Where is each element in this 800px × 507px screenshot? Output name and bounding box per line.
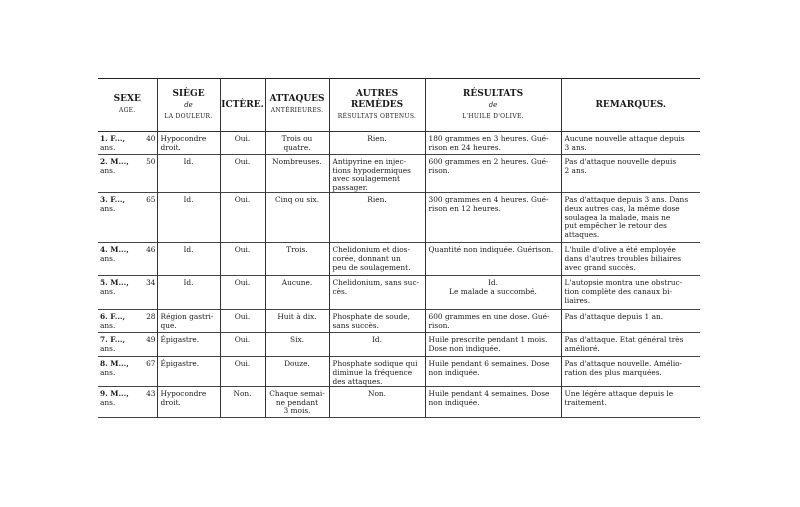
cell-resultats-line: rison en 24 heures. xyxy=(428,142,501,152)
cell-resultats-line: Quantité non indiquée. Guérison. xyxy=(428,245,554,255)
age-unit: ans. xyxy=(100,142,116,152)
cell-resultats-line: non indiquée. xyxy=(428,397,480,407)
cell-autres xyxy=(329,155,425,193)
cell-siege xyxy=(157,155,220,193)
cell-ictere xyxy=(220,333,265,357)
header-attaques xyxy=(265,79,329,132)
cell-resultats-line: rison. xyxy=(428,320,450,330)
cell-autres xyxy=(329,310,425,333)
cell-sexe xyxy=(98,132,157,155)
age-unit: ans. xyxy=(100,253,116,263)
cell-attaques xyxy=(265,193,329,243)
age-unit: ans. xyxy=(100,367,116,377)
header-siege-label: SIÈGE xyxy=(172,88,205,99)
cell-autres-line: tions hypodermiques xyxy=(332,165,411,175)
cell-autres-line: Rien. xyxy=(367,195,387,205)
cell-ictere xyxy=(220,387,265,418)
ictere-value: Oui. xyxy=(234,278,251,288)
cell-siege-line: Hypocondre xyxy=(160,134,207,143)
cell-remarques-line: soulagea la malade, mais ne xyxy=(564,212,671,222)
cell-attaques xyxy=(265,310,329,333)
header-attaques-label: ATTAQUES xyxy=(269,94,325,104)
cell-resultats-line: 180 grammes en 3 heures. Gué- xyxy=(428,134,549,143)
cell-remarques xyxy=(561,333,700,357)
cell-remarques xyxy=(561,155,700,193)
cell-resultats-line: Le malade a succombé. xyxy=(449,286,537,296)
ictere-value: Oui. xyxy=(234,245,251,255)
cell-remarques-line: Pas d'attaque depuis 3 ans. Dans xyxy=(564,195,689,205)
cell-attaques-line: Six. xyxy=(290,335,304,345)
ictere-value: Non. xyxy=(233,389,252,399)
table-row xyxy=(98,132,700,155)
cell-siege-line: Id. xyxy=(183,245,194,255)
cell-remarques-line: Une légère attaque depuis le xyxy=(564,389,674,399)
cell-remarques-line: 2 ans. xyxy=(564,165,587,175)
cell-siege-line: Hypocondre xyxy=(160,389,207,399)
cell-ictere xyxy=(220,193,265,243)
cell-attaques-line: Cinq ou six. xyxy=(274,195,320,205)
cell-siege-line: Région gastri- xyxy=(160,312,214,322)
cell-remarques-line: L'autopsie montra une obstruc- xyxy=(564,278,683,288)
cell-sexe xyxy=(98,193,157,243)
header-siege xyxy=(157,79,220,132)
patient-age: 43 xyxy=(146,389,156,399)
cell-siege xyxy=(157,333,220,357)
cell-resultats xyxy=(425,310,561,333)
header-remarques-label: REMARQUES. xyxy=(595,99,667,110)
header-de-label: de xyxy=(184,100,193,109)
patient-number: 4. M..., xyxy=(100,245,129,255)
patient-number: 3. F..., xyxy=(100,195,126,205)
cell-resultats xyxy=(425,357,561,387)
patient-age: 67 xyxy=(146,359,156,369)
patient-number: 5. M..., xyxy=(100,278,129,288)
patient-age: 28 xyxy=(146,312,156,322)
cell-siege-line: droit. xyxy=(160,397,181,407)
cell-autres-line: Chelidonium, sans suc- xyxy=(332,278,420,288)
cell-siege-line: Épigastre. xyxy=(160,335,200,345)
age-unit: ans. xyxy=(100,203,116,213)
cell-attaques xyxy=(265,155,329,193)
table-row xyxy=(98,193,700,243)
cell-remarques-line: attaques. xyxy=(564,229,600,239)
cell-attaques-line: Trois. xyxy=(286,245,308,255)
cell-remarques-line: traitement. xyxy=(564,397,607,407)
cell-resultats-line: rison. xyxy=(428,165,450,175)
cell-siege xyxy=(157,357,220,387)
cell-remarques xyxy=(561,132,700,155)
cell-ictere xyxy=(220,132,265,155)
header-sexe-label: SEXE xyxy=(113,94,141,104)
cell-attaques-line: Nombreuses. xyxy=(272,157,322,166)
cell-remarques-line: Pas d'attaque nouvelle depuis xyxy=(564,157,677,166)
table-row xyxy=(98,387,700,418)
cell-remarques-line: Pas d'attaque depuis 1 an. xyxy=(564,312,664,322)
cell-autres-line: cès. xyxy=(332,286,348,296)
header-remarques xyxy=(561,79,700,132)
cell-attaques-line: Chaque semai- xyxy=(269,389,325,399)
cell-siege-line: que. xyxy=(160,320,177,330)
cell-attaques xyxy=(265,333,329,357)
cell-resultats-line: 600 grammes en 2 heures. Gué- xyxy=(428,157,549,166)
cell-sexe xyxy=(98,243,157,276)
cell-autres-line: Id. xyxy=(372,335,382,345)
cell-siege xyxy=(157,243,220,276)
cell-autres-line: Non. xyxy=(367,389,387,399)
cell-attaques-line: Huit à dix. xyxy=(277,312,317,322)
cell-autres-line: Phosphate de soude, xyxy=(332,312,410,322)
cell-resultats xyxy=(425,193,561,243)
cell-resultats xyxy=(425,276,561,310)
cell-remarques xyxy=(561,387,700,418)
age-unit: ans. xyxy=(100,286,116,296)
table-row xyxy=(98,333,700,357)
header-douleur-label: LA DOULEUR. xyxy=(164,112,213,120)
cell-autres-line: Chelidonium et dios- xyxy=(332,245,410,255)
cell-autres-line: Antipyrine en injec- xyxy=(332,157,407,166)
cell-autres-line: avec soulagement xyxy=(332,174,400,184)
cell-ictere xyxy=(220,155,265,193)
table-row xyxy=(98,310,700,333)
patient-age: 49 xyxy=(146,335,156,345)
table-row xyxy=(98,243,700,276)
cell-ictere xyxy=(220,276,265,310)
cell-remarques-line: 3 ans. xyxy=(564,142,587,152)
patient-age: 46 xyxy=(146,245,156,255)
cell-attaques xyxy=(265,357,329,387)
cell-siege-line: Id. xyxy=(183,278,194,288)
cell-attaques-line: Douze. xyxy=(284,359,310,369)
cell-remarques-line: dans d'autres troubles biliaires xyxy=(564,253,682,263)
cell-sexe xyxy=(98,357,157,387)
header-resultats-label: RÉSULTATS xyxy=(462,88,524,99)
cell-remarques-line: tion complète des canaux bi- xyxy=(564,286,672,296)
cell-remarques xyxy=(561,357,700,387)
patient-age: 50 xyxy=(146,157,156,166)
patient-number: 2. M..., xyxy=(100,157,129,166)
cell-resultats-line: Huile prescrite pendant 1 mois. xyxy=(428,335,548,345)
cell-resultats-line: 300 grammes en 4 heures. Gué- xyxy=(428,195,549,205)
age-unit: ans. xyxy=(100,397,116,407)
cell-remarques-line: avec grand succès. xyxy=(564,262,636,272)
cell-attaques xyxy=(265,243,329,276)
header-de2-label: de xyxy=(488,100,498,109)
cell-remarques xyxy=(561,276,700,310)
cell-remarques-line: Pas d'attaque nouvelle. Amélio- xyxy=(564,359,683,369)
ictere-value: Oui. xyxy=(234,157,251,166)
cell-resultats-line: rison en 12 heures. xyxy=(428,203,501,213)
cell-attaques-line: 3 mois. xyxy=(283,406,311,416)
cell-autres xyxy=(329,132,425,155)
cell-attaques xyxy=(265,132,329,155)
table-body xyxy=(98,132,700,418)
cell-ictere xyxy=(220,310,265,333)
cell-remarques-line: ration des plus marquées. xyxy=(564,367,662,377)
cell-siege-line: droit. xyxy=(160,142,181,152)
header-ictere xyxy=(220,79,265,132)
cell-autres-line: peu de soulagement. xyxy=(332,262,411,272)
cell-remarques-line: L'huile d'olive a été employée xyxy=(564,245,676,255)
header-sexe xyxy=(98,79,157,132)
age-unit: ans. xyxy=(100,165,116,175)
cell-remarques xyxy=(561,193,700,243)
ictere-value: Oui. xyxy=(234,359,251,369)
cell-remarques-line: amélioré. xyxy=(564,343,600,353)
table-row xyxy=(98,155,700,193)
cell-remarques xyxy=(561,310,700,333)
cell-remarques-line: put empêcher le retour des xyxy=(564,221,667,231)
cell-remarques xyxy=(561,243,700,276)
patient-age: 40 xyxy=(146,134,156,143)
cell-autres-line: corée, donnant un xyxy=(332,253,401,263)
cell-sexe xyxy=(98,155,157,193)
ictere-value: Oui. xyxy=(234,312,251,322)
cell-remarques-line: Aucune nouvelle attaque depuis xyxy=(564,134,685,143)
cell-siege xyxy=(157,310,220,333)
table-header xyxy=(98,79,700,132)
header-autres xyxy=(329,79,425,132)
header-anterieures-label: ANTÉRIEURES. xyxy=(270,107,324,114)
age-unit: ans. xyxy=(100,320,116,330)
age-unit: ans. xyxy=(100,343,116,353)
table-row xyxy=(98,276,700,310)
ictere-value: Oui. xyxy=(234,195,251,205)
header-autres-label: AUTRES REMÈDES xyxy=(350,88,404,110)
cell-ictere xyxy=(220,243,265,276)
table-row xyxy=(98,357,700,387)
cell-attaques-line: Trois ou quatre. xyxy=(281,134,313,152)
cell-siege-line: Épigastre. xyxy=(160,359,200,369)
cell-siege xyxy=(157,132,220,155)
cell-sexe xyxy=(98,387,157,418)
header-huile-label: L'HUILE D'OLIVE. xyxy=(462,112,524,120)
cell-attaques xyxy=(265,276,329,310)
cell-siege xyxy=(157,276,220,310)
cell-remarques-line: Pas d'attaque. Etat général très xyxy=(564,335,684,345)
cell-attaques xyxy=(265,387,329,418)
patient-age: 65 xyxy=(146,195,156,205)
cell-autres-line: des attaques. xyxy=(332,376,383,386)
cell-autres xyxy=(329,357,425,387)
patient-number: 8. M..., xyxy=(100,359,129,369)
results-table xyxy=(98,78,700,418)
header-resultats xyxy=(425,79,561,132)
header-resultats-obtenus-label: RÉSULTATS OBTENUS. xyxy=(337,112,417,120)
header-age-label: AGE. xyxy=(118,107,136,114)
ictere-value: Oui. xyxy=(234,335,251,345)
cell-autres xyxy=(329,333,425,357)
cell-attaques-line: Aucune. xyxy=(281,278,313,288)
cell-attaques-line: ne pendant xyxy=(275,397,319,407)
cell-resultats xyxy=(425,387,561,418)
ictere-value: Oui. xyxy=(234,134,251,143)
patient-number: 6. F..., xyxy=(100,312,126,322)
cell-resultats xyxy=(425,333,561,357)
patient-number: 9. M..., xyxy=(100,389,129,399)
patient-age: 34 xyxy=(146,278,156,288)
cell-autres xyxy=(329,276,425,310)
patient-number: 1. F..., xyxy=(100,134,126,143)
cell-autres-line: diminue la fréquence xyxy=(332,367,413,377)
cell-autres-line: Rien. xyxy=(367,134,387,143)
cell-sexe xyxy=(98,333,157,357)
cell-resultats-line: non indiquée. xyxy=(428,367,480,377)
cell-ictere xyxy=(220,357,265,387)
cell-remarques-line: liaires. xyxy=(564,295,591,305)
header-ictere-label: ICTÈRE. xyxy=(221,99,264,110)
cell-siege xyxy=(157,193,220,243)
cell-resultats-line: Dose non indiquée. xyxy=(428,343,501,353)
cell-resultats-line: Huile pendant 6 semaines. Dose xyxy=(428,359,550,369)
cell-resultats xyxy=(425,132,561,155)
cell-siege xyxy=(157,387,220,418)
cell-resultats-line: Id. xyxy=(488,278,498,288)
cell-siege-line: Id. xyxy=(183,157,194,166)
cell-resultats xyxy=(425,155,561,193)
cell-siege-line: Id. xyxy=(183,195,194,205)
cell-autres-line: sans succès. xyxy=(332,320,379,330)
cell-resultats-line: 600 grammes en une dose. Gué- xyxy=(428,312,550,322)
cell-remarques-line: deux autres cas, la même dose xyxy=(564,203,680,213)
cell-resultats xyxy=(425,243,561,276)
cell-autres xyxy=(329,243,425,276)
cell-sexe xyxy=(98,276,157,310)
cell-autres-line: Phosphate sodique qui xyxy=(332,359,418,369)
cell-sexe xyxy=(98,310,157,333)
cell-resultats-line: Huile pendant 4 semaines. Dose xyxy=(428,389,550,399)
cell-autres-line: passager. xyxy=(332,182,368,192)
patient-number: 7. F..., xyxy=(100,335,126,345)
cell-autres xyxy=(329,193,425,243)
cell-autres xyxy=(329,387,425,418)
